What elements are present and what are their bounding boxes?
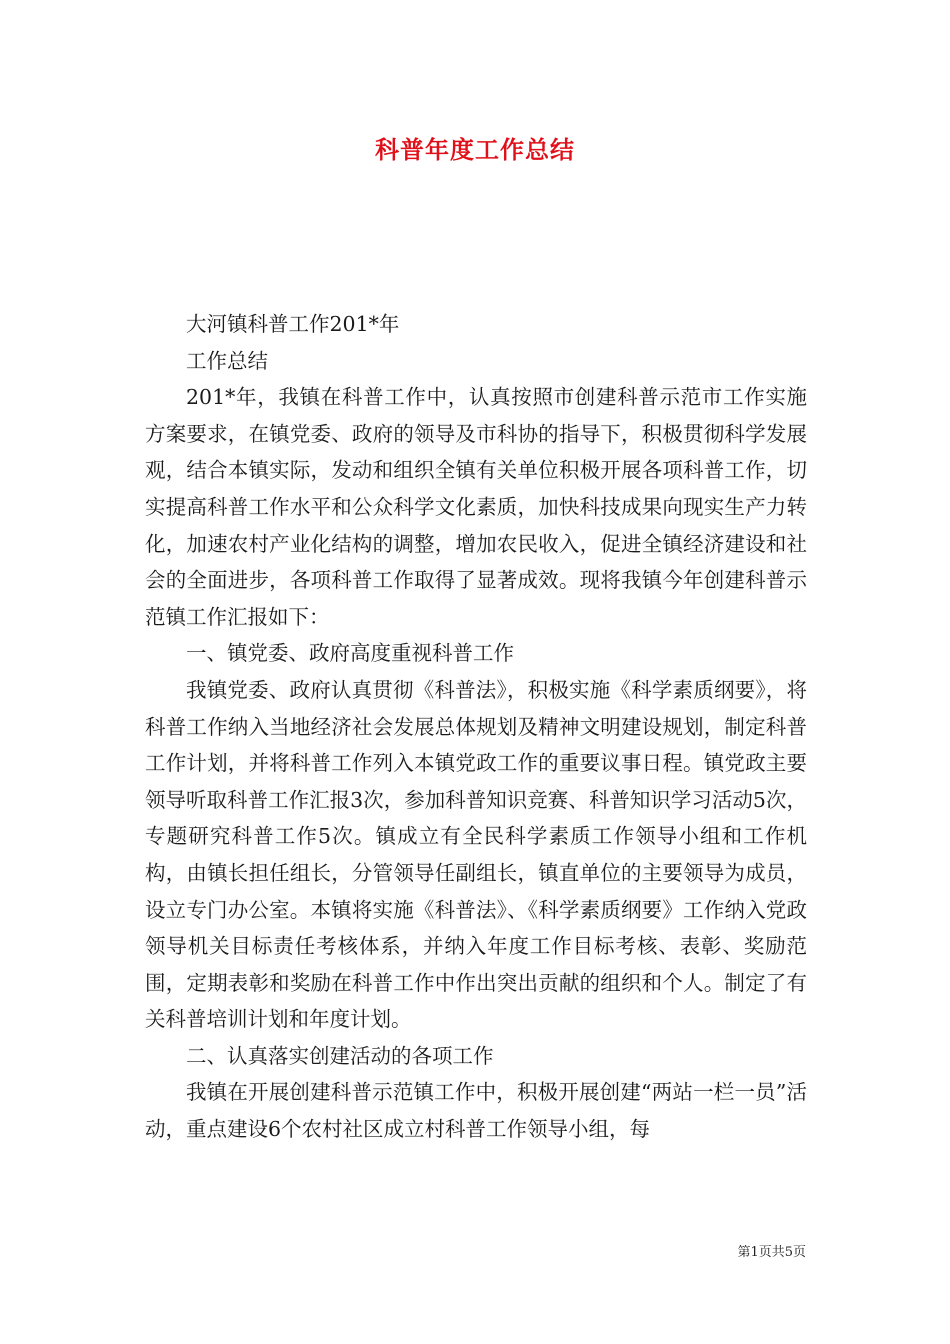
section-heading-2: 二、认真落实创建活动的各项工作 bbox=[186, 1043, 494, 1068]
section-heading-1: 一、镇党委、政府高度重视科普工作 bbox=[186, 641, 514, 666]
paragraph-subtitle-line2: 工作总结 bbox=[186, 348, 268, 373]
paragraph-section-1: 我镇党委、政府认真贯彻《科普法》，积极实施《科学素质纲要》，将科普工作纳入当地经济社会发展总体规划及精神文明建设规划，制定科普工作计划，并将科普工作列入本镇党政工作的重要议事日程。镇党政主要领导听取科普工作汇报3次，参加科普知识竞赛、科普知识学习活动5次，专题研究科普工作5次。镇成立有全民科学素质工作领导小组和工作机构，由镇长担任组长，分管领导任副组长，镇直单位的主要领导为成员，设立专门办公室。本镇将实施《科普法》、《科学素质纲要》工作纳入党政领导机关目标责任考核体系，并纳入年度工作目标考核、表彰、奖励范围，定期表彰和奖励在科普工作中作出突出贡献的组织和个人。制定了有关科普培训计划和年度计划。 bbox=[145, 677, 807, 1032]
paragraph-subtitle-line1: 大河镇科普工作201*年 bbox=[186, 312, 400, 336]
page-title: 科普年度工作总结 bbox=[375, 135, 575, 164]
document-body bbox=[145, 306, 807, 1148]
paragraph-section-2: 我镇在开展创建科普示范镇工作中，积极开展创建“两站一栏一员”活动，重点建设6个农村社区成立村科普工作领导小组，每 bbox=[145, 1080, 807, 1142]
paragraph-intro: 201*年，我镇在科普工作中，认真按照市创建科普示范市工作实施方案要求，在镇党委、政府的领导及市科协的指导下，积极贯彻科学发展观，结合本镇实际，发动和组织全镇有关单位积极开展各项科普工作，切实提高科普工作水平和公众科学文化素质，加快科技成果向现实生产力转化，加速农村产业化结构的调整，增加农民收入，促进全镇经济建设和社会的全面进步，各项科普工作取得了显著成效。现将我镇今年创建科普示范镇工作汇报如下： bbox=[145, 385, 807, 629]
page-indicator: 第1页共5页 bbox=[737, 1245, 806, 1260]
